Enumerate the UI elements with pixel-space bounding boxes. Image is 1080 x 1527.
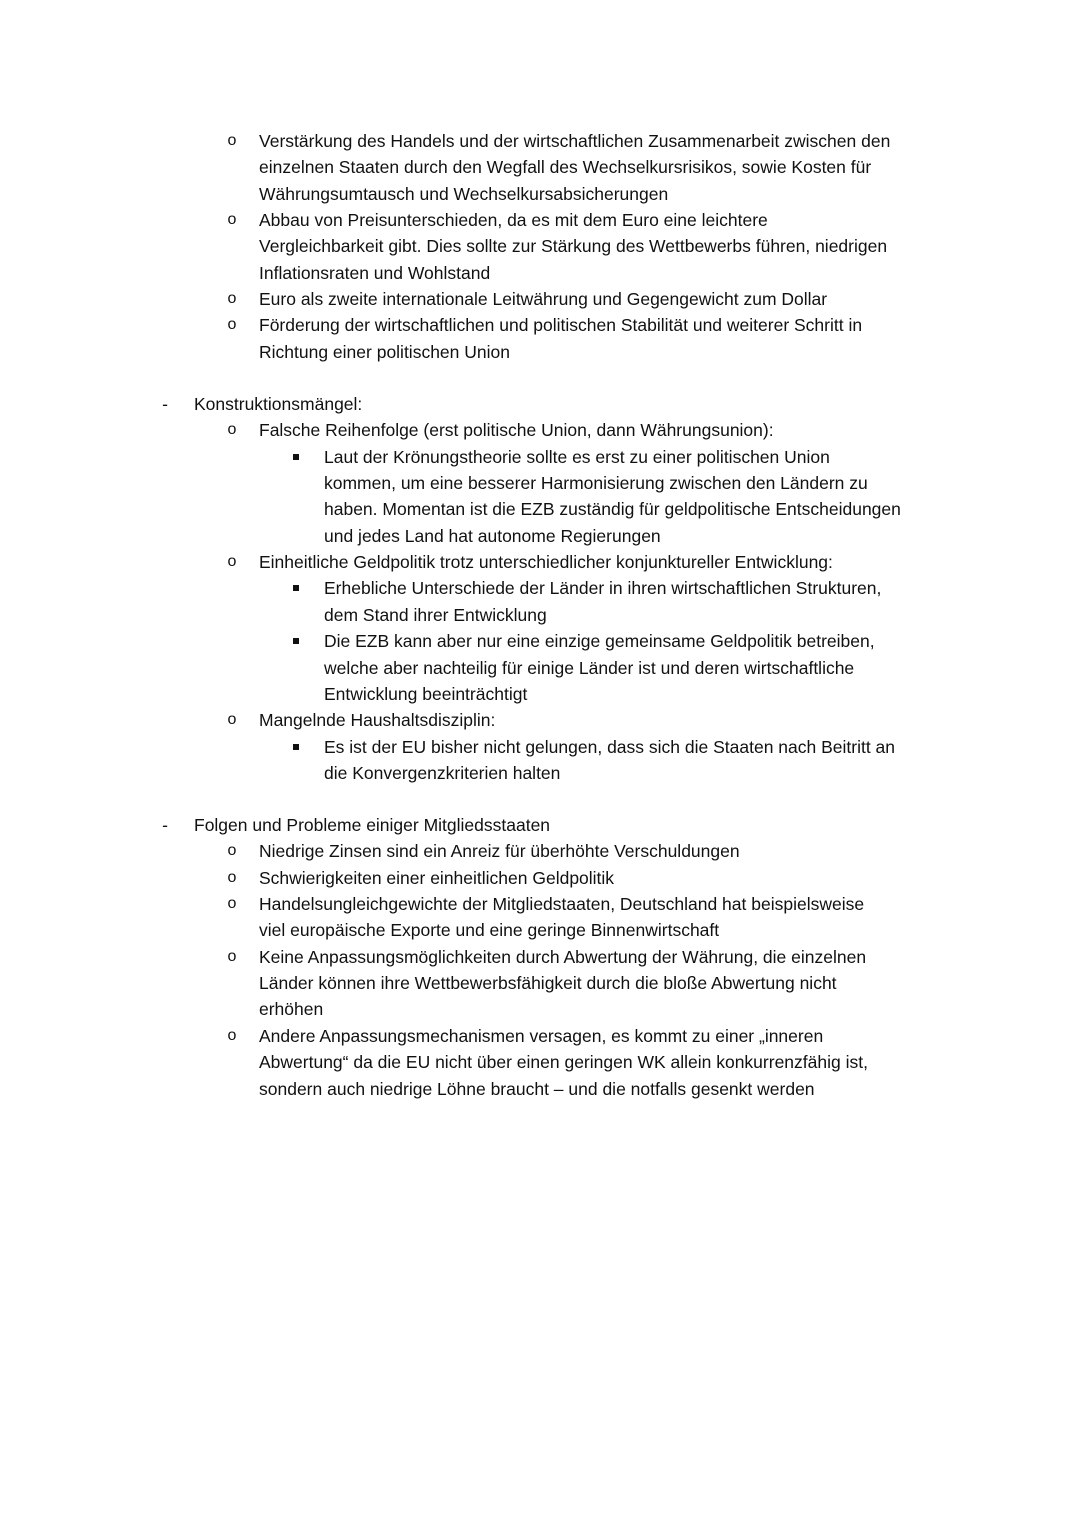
square-bullet-icon [293,638,299,644]
list-item-line: Abbau von Preisunterschieden, da es mit dem Euro eine leichtere [259,210,768,231]
subitem-line: Erhebliche Unterschiede der Länder in ihren wirtschaftlichen Strukturen, [324,578,882,599]
circle-bullet: o [227,316,237,334]
list-item-line: Euro als zweite internationale Leitwährung und Gegengewicht zum Dollar [259,289,828,310]
subitem-line: Entwicklung beeinträchtigt [324,683,528,704]
list-item-line: sondern auch niedrige Löhne braucht – und die notfalls gesenkt werden [259,1078,815,1099]
dash-bullet: - [162,394,168,414]
circle-bullet: o [227,868,237,886]
circle-bullet: o [227,553,237,571]
list-item-line: einzelnen Staaten durch den Wegfall des Wechselkursrisikos, sowie Kosten für [259,157,872,178]
list-item-line: Keine Anpassungsmöglichkeiten durch Abwertung der Währung, die einzelnen [259,946,867,967]
list-item-line: Länder können ihre Wettbewerbsfähigkeit durch die bloße Abwertung nicht [259,973,837,994]
circle-bullet: o [227,895,237,913]
list-item-line: Abwertung“ da die EU nicht über einen geringen WK allein konkurrenzfähig ist, [259,1052,868,1073]
list-item-line: Verstärkung des Handels und der wirtschaftlichen Zusammenarbeit zwischen den [259,131,891,151]
list-item-line: Währungsumtausch und Wechselkursabsicherungen [259,183,669,204]
subitem-line: haben. Momentan ist die EZB zuständig für geldpolitische Entscheidungen [324,499,901,520]
list-item-line: Mangelnde Haushaltsdisziplin: [259,710,496,731]
square-bullet-icon [293,744,299,750]
circle-bullet: o [227,947,237,965]
list-item-line: viel europäische Exporte und eine geringe Binnenwirtschaft [259,920,720,941]
circle-bullet: o [227,132,237,149]
list-item-line: Falsche Reihenfolge (erst politische Union, dann Währungsunion): [259,420,774,441]
circle-bullet: o [227,290,237,308]
dash-bullet: - [162,815,168,835]
subitem-line: Laut der Krönungstheorie sollte es erst zu einer politischen Union [324,446,830,467]
list-item-line: Niedrige Zinsen sind ein Anreiz für überhöhte Verschuldungen [259,841,740,862]
list-item-line: Einheitliche Geldpolitik trotz unterschiedlicher konjunktureller Entwicklung: [259,552,833,573]
subitem-line: kommen, um eine besserer Harmonisierung zwischen den Ländern zu [324,473,868,494]
circle-bullet: o [227,211,237,229]
subitem-line: welche aber nachteilig für einige Länder ist und deren wirtschaftliche [324,657,855,678]
circle-bullet: o [227,711,237,729]
circle-bullet: o [227,842,237,860]
section-heading: Konstruktionsmängel: [194,394,363,414]
subitem-line: die Konvergenzkriterien halten [324,762,561,783]
circle-bullet: o [227,421,237,439]
square-bullet-icon [293,585,299,591]
subitem-line: Die EZB kann aber nur eine einzige gemeinsame Geldpolitik betreiben, [324,631,875,652]
circle-bullet: o [227,1026,237,1044]
list-item-line: Inflationsraten und Wohlstand [259,262,491,283]
list-item-line: Richtung einer politischen Union [259,341,510,362]
list-item-line: Vergleichbarkeit gibt. Dies sollte zur Stärkung des Wettbewerbs führen, niedrigen [259,236,888,257]
subitem-line: Es ist der EU bisher nicht gelungen, dass sich die Staaten nach Beitritt an [324,736,896,757]
list-item-line: Schwierigkeiten einer einheitlichen Geldpolitik [259,867,615,888]
subitem-line: und jedes Land hat autonome Regierungen [324,525,661,546]
section-heading: Folgen und Probleme einiger Mitgliedsstaaten [194,815,551,835]
list-item-line: Handelsungleichgewichte der Mitgliedstaaten, Deutschland hat beispielsweise [259,894,865,915]
list-item-line: Förderung der wirtschaftlichen und politischen Stabilität und weiterer Schritt in [259,315,863,336]
square-bullet-icon [293,454,299,460]
list-item-line: Andere Anpassungsmechanismen versagen, es kommt zu einer „inneren [259,1025,824,1046]
list-item-line: erhöhen [259,999,324,1020]
subitem-line: dem Stand ihrer Entwicklung [324,604,547,625]
